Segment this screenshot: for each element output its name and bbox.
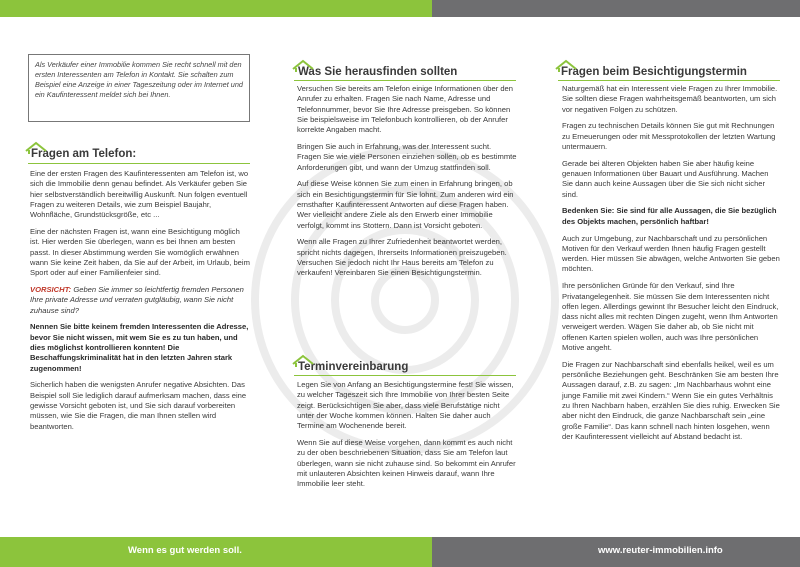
- col3-paragraph: Auch zur Umgebung, zur Nachbarschaft und zu persönlichen Motiven für den Verkauf werden Ihnen häufig Fragen gestellt werden. Hier müssen Sie abwägen, welche Antworten Sie geben möchten.: [562, 233, 780, 274]
- col3-paragraph: Gerade bei älteren Objekten haben Sie aber häufig keine genauen Informationen über Bauart und Ausführung. Machen Sie dann auch keine Aussagen über die Sie sich nicht sicher sind.: [562, 158, 769, 199]
- heading-underline: [294, 375, 516, 376]
- col3-paragraph: Die Fragen zur Nachbarschaft sind ebenfalls heikel, weil es um persönliche Beziehungen geht. Beschränken Sie am besten Ihre Aussagen darauf, z.B. zu sagen: „Im Nachbarhaus wohnt eine junge Familie mit zwei Kindern.“ Wenn Sie ein gutes Verhältnis zu Ihren Nachbarn haben, erzählen Sie dies ruhig. Erwecken Sie aber nicht den Eindruck, die ganze Nachbarschaft sein „eine große Familie“. Das kann schnell nach hinten losgehen, wenn der Kaufinteressent vielleicht auf Abstand bedacht ist.: [562, 359, 780, 441]
- heading-fragen-beim-besichtigungstermin: [561, 66, 747, 78]
- roof-icon: [292, 354, 314, 368]
- top-bar: [0, 0, 800, 17]
- heading-text: Was Sie herausfinden sollten: [298, 66, 458, 78]
- intro-box: Als Verkäufer einer Immobilie kommen Sie recht schnell mit den ersten Interessenten am Telefon in Kontakt. Sie schalten zum Beispiel eine Anzeige in einer Tageszeitung oder im Internet und ein Kaufinteressent meldet sich bei Ihnen.: [28, 54, 250, 122]
- heading-underline: [28, 163, 250, 164]
- column-2-lower: [297, 380, 517, 496]
- top-bar-green: [0, 0, 432, 17]
- footer-slogan: Wenn es gut werden soll.: [128, 545, 242, 556]
- heading-text: Fragen am Telefon:: [31, 148, 137, 160]
- warning-paragraph: [30, 285, 250, 316]
- column-1: [30, 169, 250, 438]
- col3-paragraph: Naturgemäß hat ein Interessent viele Fragen zu Ihrer Immobilie. Sie sollten diese Fragen wahrheitsgemäß beantworten, um sich vor negativen Folgen zu schützen.: [562, 84, 778, 114]
- col2-paragraph: Bringen Sie auch in Erfahrung, was der Interessent sucht. Fragen Sie wie viele Personen einziehen sollen, ob es bestimmte Anforderungen gibt, und wann der Umzug stattfinden soll.: [297, 141, 517, 172]
- heading-text: Fragen beim Besichtigungstermin: [561, 66, 747, 78]
- col2-paragraph: Wenn alle Fragen zu Ihrer Zufriedenheit beantwortet werden, spricht nichts dagegen, Ihrerseits Informationen preiszugeben. Versuchen Sie jedoch nicht Ihr Haus bereits am Telefon zu verkaufen! Vereinbaren Sie einen Besichtigungstermin.: [297, 237, 507, 278]
- heading-text: Terminvereinbarung: [298, 361, 409, 373]
- col1-paragraph: Eine der nächsten Fragen ist, wann eine Besichtigung möglich ist. Hier werden Sie überlegen, wann es bei Ihnen am besten passt. In dieser Abstimmung werden Sie womöglich erwähnen wann Sie keine Zeit haben, da Sie auf der Arbeit, im Urlaub, beim Sport oder auf einer Familienfeier sind.: [30, 226, 250, 278]
- col3-paragraph: Ihre persönlichen Gründe für den Verkauf, sind Ihre Privatangelegenheit. Sie müssen Sie dem Interessenten nicht offen legen. Allerdings gewinnt Ihr Besucher leicht den Eindruck, dass nicht alles mit rechten Dingen zugeht, wenn Ihm Antworten verweigert werden. Wägen Sie daher ab, ob Sie nicht mit offenen Karten spielen wollen, auch was Ihre persönlichen Motive angeht.: [562, 281, 779, 353]
- col2-paragraph: Wenn Sie auf diese Weise vorgehen, dann kommt es auch nicht zu der oben beschriebenen Situation, dass Sie am Telefon laut überlegen, wann sie nicht zuhause sind. So bekommt ein Anrufer mit unlauteren Absichten keinen Hinweis darauf, wann Ihre Immobilie leer steht.: [297, 437, 516, 489]
- heading-was-sie-herausfinden: [298, 66, 457, 78]
- roof-icon: [25, 141, 47, 155]
- column-2: [297, 84, 517, 285]
- heading-terminvereinbarung: [298, 361, 408, 373]
- col1-bold-paragraph: Nennen Sie bitte keinem fremden Interessenten die Adresse, bevor Sie nicht wissen, mit wem Sie es zu tun haben, und dies möglichst kontrollieren konnten! Die Beschaffungskriminalität hat in den letzten Jahren stark zugenommen!: [30, 322, 249, 373]
- col3-bold-paragraph: Bedenken Sie: Sie sind für alle Aussagen, die Sie bezüglich des Objekts machen, persönlich haftbar!: [562, 206, 777, 226]
- heading-underline: [558, 80, 780, 81]
- heading-underline: [294, 80, 516, 81]
- column-3: [562, 84, 780, 449]
- warning-label: VORSICHT:: [30, 284, 72, 294]
- roof-icon: [292, 59, 314, 73]
- col3-paragraph: Fragen zu technischen Details können Sie gut mit Rechnungen zu Erneuerungen oder mit Messprotokollen der letzten Wartung untermauern.: [562, 121, 776, 151]
- col2-paragraph: Auf diese Weise können Sie zum einen in Erfahrung bringen, ob sich ein Besichtigungstermin für Sie lohnt. Zum anderen wird ein ernsthafter Kaufinteressent Antworten auf diese Fragen haben. Wer vielleicht andere Ziele als den Erwerb einer Immobilie verfolgt, kommt ins Stottern. Dann ist Vorsicht geboten.: [297, 179, 514, 230]
- heading-fragen-am-telefon: [31, 148, 136, 160]
- col1-paragraph: Eine der ersten Fragen des Kaufinteressenten am Telefon ist, wo sich die Immobilie denn genau befindet. Als Verkäufer geben Sie hier selbstverständlich bereitwillig Auskunft. Nun folgen eventuell Fragen zu weiteren Details, wie zum Beispiel Baujahr, Wohnfläche, Grundstücksgröße, etc ...: [30, 169, 249, 220]
- warning-text: Geben Sie immer so leichtfertig fremden Personen Ihre private Adresse und verraten gutgläubig, wann Sie nicht zuhause sind?: [30, 284, 244, 315]
- col2-paragraph: Legen Sie von Anfang an Besichtigungstermine fest! Sie wissen, zu welcher Tageszeit sich Ihre Immobilie von Ihrer besten Seite zeigt. Berücksichtigen Sie aber, dass viele Berufstätige nicht unter der Woche kommen können. Halten Sie daher auch Termine am Wochenende bereit.: [297, 380, 514, 431]
- col1-paragraph: Sicherlich haben die wenigsten Anrufer negative Absichten. Das Beispiel soll Sie lediglich darauf aufmerksam machen, dass eine gewisse Vorsicht geboten ist, und Sie sich darauf vorbereiten müssen, wie Sie die Fragen, die man Ihnen stellen wird beantworten.: [30, 380, 247, 431]
- col2-paragraph: Versuchen Sie bereits am Telefon einige Informationen über den Anrufer zu erhalten. Fragen Sie nach Name, Adresse und Telefonnummer, bevor Sie Ihre Adresse preisgeben. So können Sie beispielsweise im Telefonbuch kontrollieren, ob der Anrufer korrekte Angaben macht.: [297, 84, 513, 135]
- footer-website-link[interactable]: www.reuter-immobilien.info: [598, 545, 723, 556]
- roof-icon: [555, 59, 577, 73]
- top-bar-gray: [432, 0, 800, 17]
